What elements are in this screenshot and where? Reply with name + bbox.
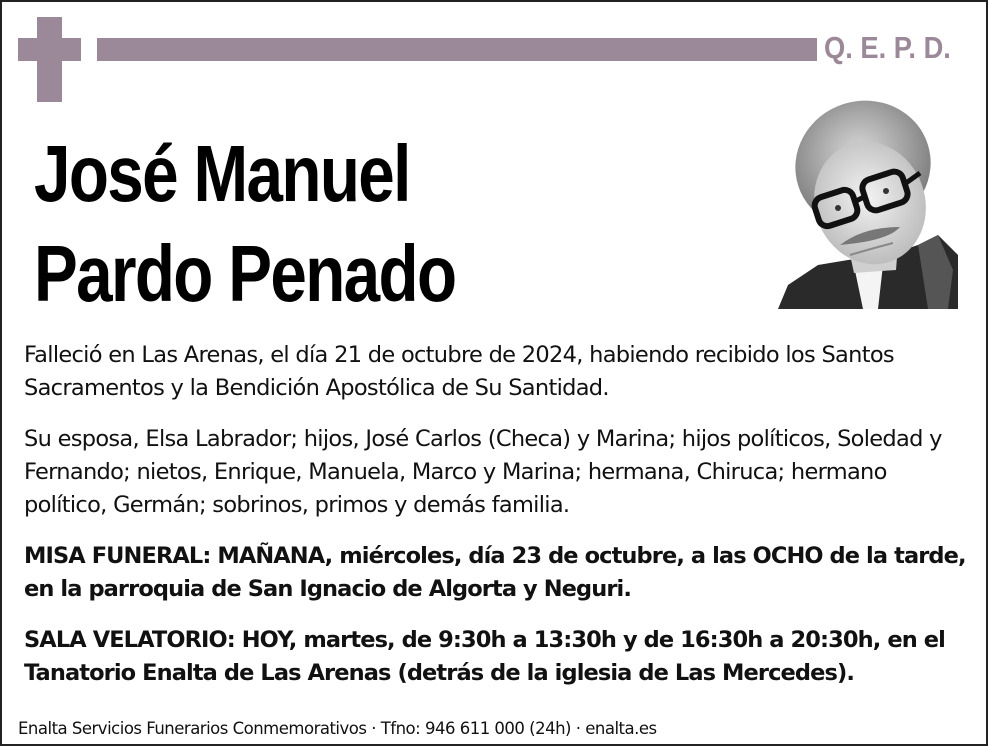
deceased-name-line2: Pardo Penado: [34, 229, 456, 318]
portrait-illustration-icon: [778, 95, 958, 309]
death-announcement: [24, 339, 969, 405]
family-list-text: Su esposa, Elsa Labrador; hijos, José Carlos (Checa) y Marina; hijos políticos, Soledad y Fernando; nietos, Enrique, Manuela, Marco y Marina; hermana, Chiruca; hermano político, Germán; sobrinos, primos y demás familia.: [24, 426, 942, 518]
death-announcement-text: Falleció en Las Arenas, el día 21 de octubre de 2024, habiendo recibido los Santos Sacramentos y la Bendición Apostólica de Su Santidad.: [24, 342, 894, 401]
funeral-mass-text: MISA FUNERAL: MAÑANA, miércoles, día 23 de octubre, a las OCHO de la tarde, en la parroquia de San Ignacio de Algorta y Neguri.: [24, 543, 966, 602]
funeral-mass-info: [24, 540, 969, 606]
wake-room-text: SALA VELATORIO: HOY, martes, de 9:30h a 13:30h y de 16:30h a 20:30h, en el Tanatorio Enalta de Las Arenas (detrás de la iglesia de Las Mercedes).: [24, 627, 945, 686]
cross-horizontal-bar: [18, 38, 81, 61]
funeral-home-footer: Enalta Servicios Funerarios Conmemorativos · Tfno: 946 611 000 (24h) · enalta.es: [18, 719, 657, 738]
deceased-name-line1: José Manuel: [34, 129, 410, 218]
header-divider-bar: [97, 38, 817, 61]
qepd-title: Q. E. P. D.: [824, 30, 951, 65]
wake-room-info: [24, 624, 969, 690]
portrait-photo: [778, 95, 958, 309]
family-list: [24, 423, 969, 522]
